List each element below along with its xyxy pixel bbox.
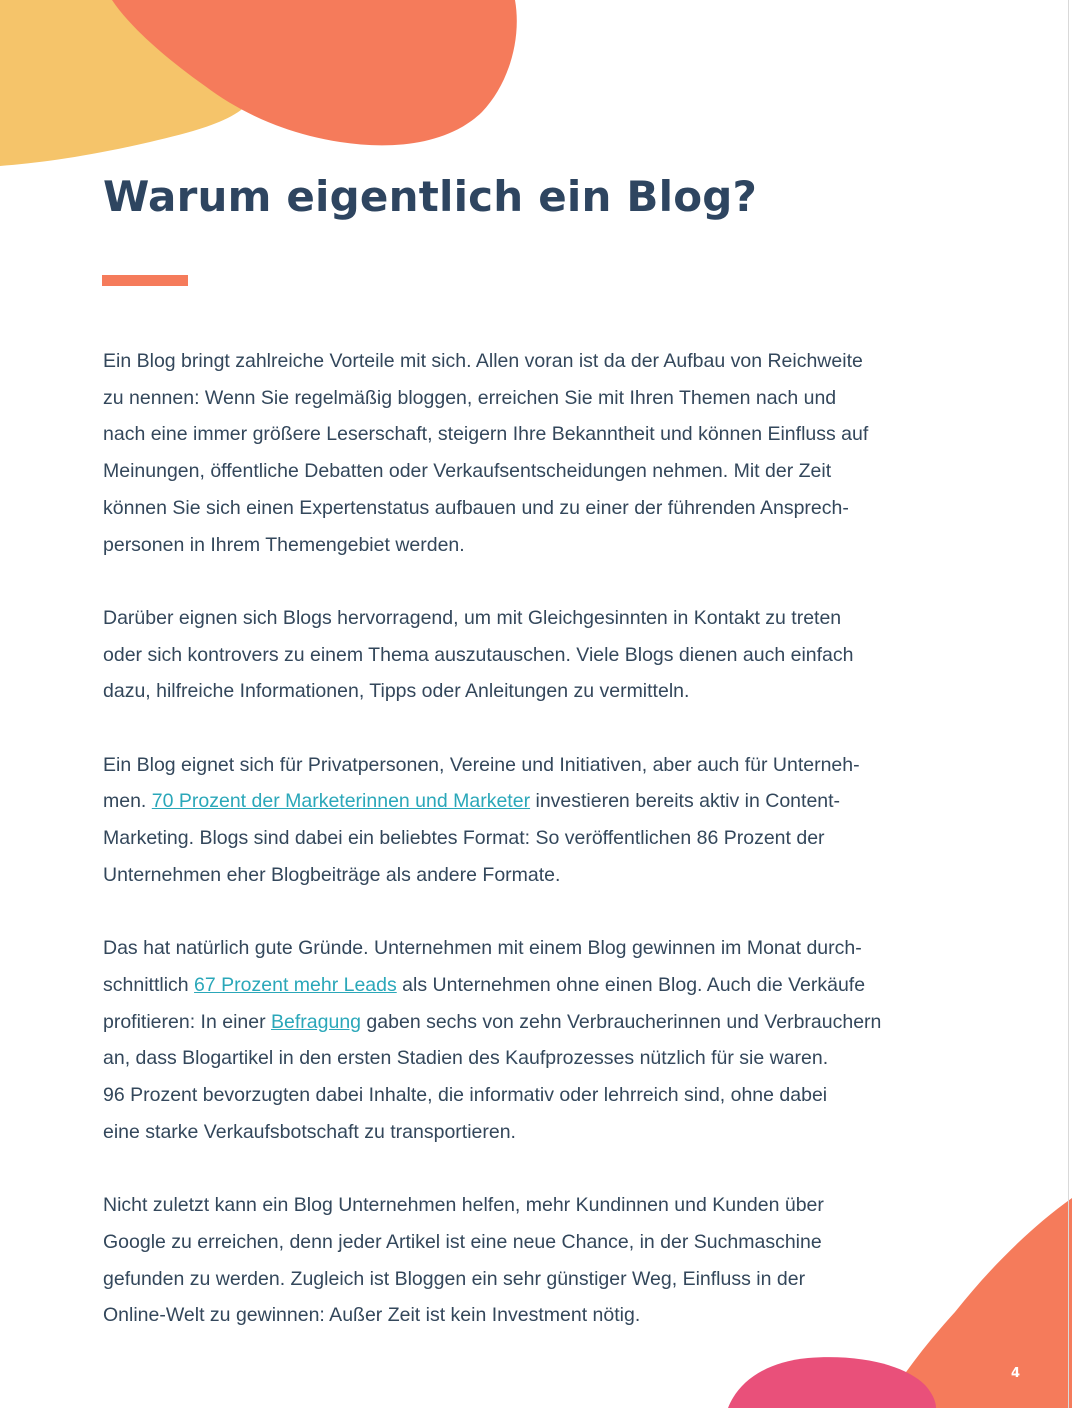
- text-line: 96 Prozent bevorzugten dabei Inhalte, die informativ oder lehrreich sind, ohne dabei: [103, 1084, 828, 1107]
- text-line: oder sich kontrovers zu einem Thema auszutauschen. Viele Blogs dienen auch einfach: [103, 643, 854, 666]
- text-line: Darüber eignen sich Blogs hervorragend, um mit Gleichgesinnten in Kontakt zu treten: [103, 606, 842, 629]
- page-number: 4: [1011, 1366, 1021, 1381]
- text-segment: investieren bereits aktiv in Content-: [530, 790, 841, 813]
- text-line: dazu, hilfreiche Informationen, Tipps oder Anleitungen zu vermitteln.: [103, 680, 690, 703]
- text-segment: schnittlich: [103, 973, 195, 996]
- text-line: Unternehmen eher Blogbeiträge als andere Formate.: [103, 863, 561, 886]
- text-line: nach eine immer größere Leserschaft, steigern Ihre Bekanntheit und können Einfluss auf: [103, 423, 869, 446]
- text-line: zu nennen: Wenn Sie regelmäßig bloggen, erreichen Sie mit Ihren Themen nach und: [103, 386, 837, 409]
- text-line: eine starke Verkaufsbotschaft zu transportieren.: [103, 1120, 516, 1143]
- title-accent-bar: [102, 275, 188, 286]
- text-line: [103, 967, 983, 1004]
- paragraph-4: [103, 930, 983, 1150]
- text-line: Nicht zuletzt kann ein Blog Unternehmen helfen, mehr Kundinnen und Kunden über: [103, 1194, 824, 1217]
- text-line: [103, 783, 983, 820]
- text-line: Marketing. Blogs sind dabei ein beliebtes Format: So veröffentlichen 86 Prozent der: [103, 827, 825, 850]
- text-line: Das hat natürlich gute Gründe. Unternehmen mit einem Blog gewinnen im Monat durch-: [103, 937, 862, 960]
- paragraph-3: [103, 747, 983, 894]
- page-edge: [1068, 0, 1069, 1408]
- text-line: personen in Ihrem Themengebiet werden.: [103, 533, 465, 556]
- text-line: Google zu erreichen, denn jeder Artikel ist eine neue Chance, in der Suchmaschine: [103, 1230, 822, 1253]
- text-line: an, dass Blogartikel in den ersten Stadien des Kaufprozesses nützlich für sie waren.: [103, 1047, 829, 1070]
- text-segment: als Unternehmen ohne einen Blog. Auch die Verkäufe: [396, 973, 866, 996]
- text-line: Meinungen, öffentliche Debatten oder Verkaufsentscheidungen nehmen. Mit der Zeit: [103, 460, 832, 483]
- text-line: [103, 1004, 983, 1041]
- paragraph-5: [103, 1187, 983, 1334]
- text-segment: gaben sechs von zehn Verbraucherinnen und Verbrauchern: [361, 1010, 882, 1033]
- text-segment: men.: [103, 790, 152, 813]
- article-body: [103, 343, 983, 1371]
- paragraph-1: [103, 343, 983, 563]
- page-title: Warum eigentlich ein Blog?: [103, 172, 758, 221]
- text-line: Ein Blog bringt zahlreiche Vorteile mit sich. Allen voran ist da der Aufbau von Reichweite: [103, 350, 863, 372]
- text-line: Ein Blog eignet sich für Privatpersonen, Vereine und Initiativen, aber auch für Unterneh-: [103, 753, 860, 776]
- paragraph-2: [103, 600, 983, 710]
- text-line: gefunden zu werden. Zugleich ist Bloggen ein sehr günstiger Weg, Einfluss in der: [103, 1267, 806, 1290]
- link-befragung[interactable]: Befragung: [271, 1010, 362, 1033]
- text-line: können Sie sich einen Expertenstatus aufbauen und zu einer der führenden Ansprech-: [103, 496, 849, 519]
- link-67-prozent-leads[interactable]: 67 Prozent mehr Leads: [194, 973, 397, 996]
- text-segment: profitieren: In einer: [103, 1010, 272, 1033]
- text-line: Online-Welt zu gewinnen: Außer Zeit ist kein Investment nötig.: [103, 1304, 641, 1327]
- link-70-prozent-marketer[interactable]: 70 Prozent der Marketerinnen und Marketer: [151, 790, 531, 813]
